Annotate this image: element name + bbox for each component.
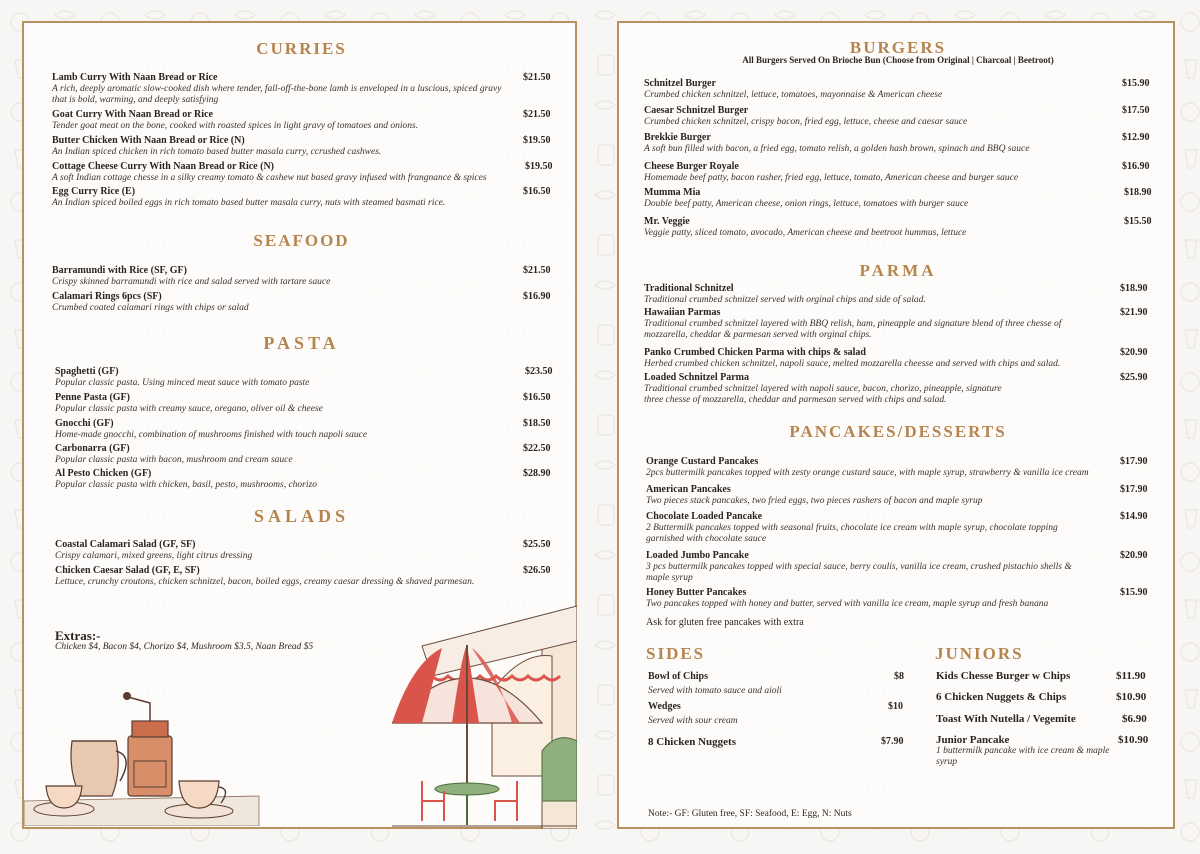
item-name: Calamari Rings 6pcs (SF) xyxy=(52,291,162,302)
menu-item xyxy=(52,109,552,132)
item-name: Cottage Cheese Curry With Naan Bread or Rice (N) xyxy=(52,161,275,172)
juniors-title: JUNIORS xyxy=(935,644,1024,663)
sides-title: SIDES xyxy=(646,644,706,663)
item-desc: A soft Indian cottage chesse in a silky creamy tomato & cashew nut based gravy infused with frangnance & spices xyxy=(52,173,487,183)
menu-item xyxy=(646,550,1166,584)
item-name: Honey Butter Pancakes xyxy=(646,587,747,598)
item-name: 6 Chicken Nuggets & Chips xyxy=(936,691,1067,703)
item-desc: Veggie patty, sliced tomato, avocado, American cheese and beetroot hummus, lettuce xyxy=(644,228,967,238)
item-price: $20.90 xyxy=(1120,550,1148,561)
item-name: Coastal Calamari Salad (GF, SF) xyxy=(55,539,196,550)
menu-item xyxy=(644,187,1154,210)
item-desc: Tender goat meat on the bone, cooked with roasted spices in light gravy of tomatoes and onions. xyxy=(52,121,419,131)
pancakes-note: Ask for gluten free pancakes with extra xyxy=(646,617,804,628)
item-name: Carbonarra (GF) xyxy=(55,443,130,454)
parma-title: PARMA xyxy=(859,261,937,280)
item-name: Cheese Burger Royale xyxy=(644,161,739,172)
menu-item xyxy=(648,671,908,697)
item-desc: Crispy skinned barramundi with rice and salad served with tartare sauce xyxy=(52,277,331,287)
item-price: $21.50 xyxy=(523,109,551,120)
item-price: $11.90 xyxy=(1116,670,1146,682)
menu-item xyxy=(644,161,1154,184)
item-name: Chicken Caesar Salad (GF, E, SF) xyxy=(55,565,200,576)
menu-item xyxy=(648,701,908,727)
item-name: Toast With Nutella / Vegemite xyxy=(936,713,1076,725)
item-price: $10.90 xyxy=(1118,734,1149,746)
menu-item xyxy=(646,484,1166,507)
salads-title: SALADS xyxy=(253,506,350,526)
menu-item xyxy=(55,539,555,562)
item-price: $21.50 xyxy=(523,265,551,276)
item-price: $16.90 xyxy=(523,291,551,302)
item-price: $28.90 xyxy=(523,468,551,479)
item-desc: A rich, deeply aromatic slow-cooked dish where tender, fall-off-the-bone lamb is enveloped in a luscious, spiced gravy that is bold, warming, and deeply satisfying xyxy=(52,84,502,105)
menu-item xyxy=(52,135,552,158)
item-price: $16.50 xyxy=(523,186,551,197)
item-desc: 2pcs buttermilk pancakes topped with zesty orange custard sauce, with maple syrup, strawberry & vanilla ice cream xyxy=(646,468,1089,478)
item-price: $7.90 xyxy=(881,736,904,747)
menu-item xyxy=(646,587,1166,610)
item-price: $6.90 xyxy=(1122,713,1147,725)
pancakes-title: PANCAKES/DESSERTS xyxy=(789,422,1007,441)
item-name: Junior Pancake xyxy=(936,734,1010,746)
item-price: $15.50 xyxy=(1124,216,1152,227)
menu-item xyxy=(644,347,1164,370)
item-price: $19.50 xyxy=(523,135,551,146)
item-name: Mumma Mia xyxy=(644,187,701,198)
item-price: $17.90 xyxy=(1120,456,1148,467)
item-name: Chocolate Loaded Pancake xyxy=(646,511,763,522)
menu-item xyxy=(648,736,908,748)
item-desc: Home-made gnocchi, combination of mushrooms finished with touch napoli sauce xyxy=(55,430,368,440)
item-name: Brekkie Burger xyxy=(644,132,711,143)
item-name: Schnitzel Burger xyxy=(644,78,716,89)
item-desc: Crispy calamari, mixed greens, light citrus dressing xyxy=(55,551,253,561)
item-desc: 2 Buttermilk pancakes topped with seasonal fruits, chocolate ice cream with maple syrup, chocolate topping garnished with chocolate sauce xyxy=(646,523,1058,544)
item-name: Loaded Schnitzel Parma xyxy=(644,372,749,383)
item-name: Orange Custard Pancakes xyxy=(646,456,759,467)
menu-item xyxy=(644,216,1154,239)
item-price: $20.90 xyxy=(1120,347,1148,358)
item-name: Egg Curry Rice (E) xyxy=(52,186,136,197)
item-price: $23.50 xyxy=(525,366,553,377)
menu-item xyxy=(936,734,1156,768)
menu-item xyxy=(936,691,1156,703)
menu-item xyxy=(52,186,552,209)
extras-title: Extras:- xyxy=(55,628,101,643)
item-name: Barramundi with Rice (SF, GF) xyxy=(52,265,187,276)
item-name: Hawaiian Parmas xyxy=(644,307,721,318)
menu-item xyxy=(55,418,555,441)
item-name: Kids Chesse Burger w Chips xyxy=(936,670,1071,682)
item-desc: An Indian spiced chicken in rich tomato based butter masala curry, ccrushed cashwes. xyxy=(52,147,382,157)
item-name: Spaghetti (GF) xyxy=(55,366,119,377)
item-desc: Popular classic pasta with bacon, mushroom and cream sauce xyxy=(55,455,293,465)
item-price: $21.90 xyxy=(1120,307,1148,318)
item-name: Caesar Schnitzel Burger xyxy=(644,105,749,116)
item-price: $8 xyxy=(894,671,904,682)
item-price: $18.90 xyxy=(1124,187,1152,198)
item-desc: Two pancakes topped with honey and butter, served with vanilla ice cream, maple syrup and fresh banana xyxy=(646,599,1049,609)
item-price: $25.90 xyxy=(1120,372,1148,383)
cafe-umbrella-illustration xyxy=(392,601,577,829)
item-name: Butter Chicken With Naan Bread or Rice (N) xyxy=(52,135,245,146)
menu-item xyxy=(644,105,1154,128)
item-desc: Lettuce, crunchy croutons, chicken schnitzel, bacon, boiled eggs, creamy caesar dressing & shaved parmesan. xyxy=(55,577,475,587)
menu-item xyxy=(644,372,1164,406)
menu-item xyxy=(646,456,1166,479)
item-desc: An Indian spiced boiled eggs in rich tomato based butter masala curry, nuts with steamed basmati rice. xyxy=(52,198,446,208)
item-name: Mr. Veggie xyxy=(644,216,690,227)
extras-desc: Chicken $4, Bacon $4, Chorizo $4, Mushroom $3.5, Naan Bread $5 xyxy=(55,642,314,652)
menu-item xyxy=(55,565,555,588)
item-price: $17.50 xyxy=(1122,105,1150,116)
menu-item xyxy=(52,265,552,288)
item-desc: Served with sour cream xyxy=(648,716,738,726)
menu-item xyxy=(55,468,555,491)
curries-title: CURRIES xyxy=(256,39,347,58)
menu-item xyxy=(55,392,555,415)
menu-item xyxy=(55,443,555,466)
item-name: 8 Chicken Nuggets xyxy=(648,736,737,748)
item-price: $10 xyxy=(888,701,903,712)
item-desc: Served with tomato sauce and aioli xyxy=(648,686,782,696)
menu-item xyxy=(644,78,1154,101)
item-desc: Homemade beef patty, bacon rasher, fried egg, lettuce, tomato, American cheese and burger sauce xyxy=(644,173,1019,183)
item-desc: Crumbed coated calamari rings with chips or salad xyxy=(52,303,249,313)
item-desc: Traditional crumbed schnitzel layered with BBQ relish, ham, pineapple and signature blend of three chesse of mozzarella, cheddar & parmesan served with orginal chips. xyxy=(644,319,1062,340)
item-price: $26.50 xyxy=(523,565,551,576)
menu-item xyxy=(936,670,1156,682)
item-name: Traditional Schnitzel xyxy=(644,283,734,294)
item-price: $25.50 xyxy=(523,539,551,550)
item-desc: Crumbed chicken schnitzel, lettuce, tomatoes, mayonnaise & American cheese xyxy=(644,90,943,100)
item-name: Al Pesto Chicken (GF) xyxy=(55,468,152,479)
item-name: Panko Crumbed Chicken Parma with chips & salad xyxy=(644,347,866,358)
item-name: Goat Curry With Naan Bread or Rice xyxy=(52,109,213,120)
item-price: $15.90 xyxy=(1122,78,1150,89)
menu-page-left xyxy=(22,21,577,829)
item-desc: Popular classic pasta. Using minced meat sauce with tomato paste xyxy=(55,378,310,388)
item-desc: Popular classic pasta with creamy sauce, oregano, oliver oil & cheese xyxy=(55,404,323,414)
item-desc: Traditional crumbed schnitzel layered with napoli sauce, bacon, chorizo, pineapple, signature three chesse of mozzarella, cheddar and parmesan served with chips and salad. xyxy=(644,384,1002,405)
item-price: $16.90 xyxy=(1122,161,1150,172)
item-desc: Double beef patty, American cheese, onion rings, lettuce, tomatoes with burger sauce xyxy=(644,199,969,209)
item-name: Bowl of Chips xyxy=(648,671,709,682)
item-price: $14.90 xyxy=(1120,511,1148,522)
item-price: $21.50 xyxy=(523,72,551,83)
item-desc: Popular classic pasta with chicken, basil, pesto, mushrooms, chorizo xyxy=(55,480,317,490)
menu-item xyxy=(52,291,552,314)
menu-item xyxy=(644,132,1154,155)
item-desc: Two pieces stack pancakes, two fried eggs, two pieces rashers of bacon and maple syrup xyxy=(646,496,983,506)
item-desc: 1 buttermilk pancake with ice cream & maple syrup xyxy=(936,746,1110,767)
item-desc: Herbed crumbed chicken schnitzel, napoli sauce, melted mozzarella cheesse and served with chips and salad. xyxy=(644,359,1061,369)
item-price: $18.90 xyxy=(1120,283,1148,294)
item-desc: 3 pcs buttermilk pancakes topped with special sauce, berry coulis, vanilla ice cream, crushed pistachio shells & maple syrup xyxy=(646,562,1072,583)
menu-item xyxy=(644,283,1164,306)
menu-item xyxy=(52,161,552,184)
menu-item xyxy=(52,72,552,106)
item-name: Loaded Jumbo Pancake xyxy=(646,550,749,561)
menu-item xyxy=(936,713,1156,725)
item-price: $19.50 xyxy=(525,161,553,172)
burgers-title: BURGERS xyxy=(849,38,947,57)
item-price: $10.90 xyxy=(1116,691,1147,703)
item-price: $12.90 xyxy=(1122,132,1150,143)
menu-page-right xyxy=(617,21,1175,829)
item-name: Lamb Curry With Naan Bread or Rice xyxy=(52,72,218,83)
item-desc: A soft bun filled with bacon, a fried egg, tomato relish, a golden hash brown, spinach and BBQ sauce xyxy=(644,144,1030,154)
menu-item xyxy=(55,366,555,389)
item-name: American Pancakes xyxy=(646,484,731,495)
allergen-footnote: Note:- GF: Gluten free, SF: Seafood, E: Egg, N: Nuts xyxy=(648,809,852,819)
item-price: $18.50 xyxy=(523,418,551,429)
item-name: Wedges xyxy=(648,701,681,712)
item-desc: Traditional crumbed schnitzel served with orginal chips and side of salad. xyxy=(644,295,926,305)
pasta-title: PASTA xyxy=(263,333,340,353)
burgers-subtitle: All Burgers Served On Brioche Bun (Choose from Original | Charcoal | Beetroot) xyxy=(742,55,1054,65)
item-price: $15.90 xyxy=(1120,587,1148,598)
item-price: $17.90 xyxy=(1120,484,1148,495)
coffee-set-illustration xyxy=(24,681,264,826)
item-price: $22.50 xyxy=(523,443,551,454)
menu-item xyxy=(644,307,1164,341)
menu-item xyxy=(646,511,1166,545)
item-desc: Crumbed chicken schnitzel, crispy bacon, fried egg, lettuce, cheese and caesar sauce xyxy=(644,117,968,127)
item-price: $16.50 xyxy=(523,392,551,403)
item-name: Penne Pasta (GF) xyxy=(55,392,130,403)
item-name: Gnocchi (GF) xyxy=(55,418,114,429)
seafood-title: SEAFOOD xyxy=(253,231,350,250)
